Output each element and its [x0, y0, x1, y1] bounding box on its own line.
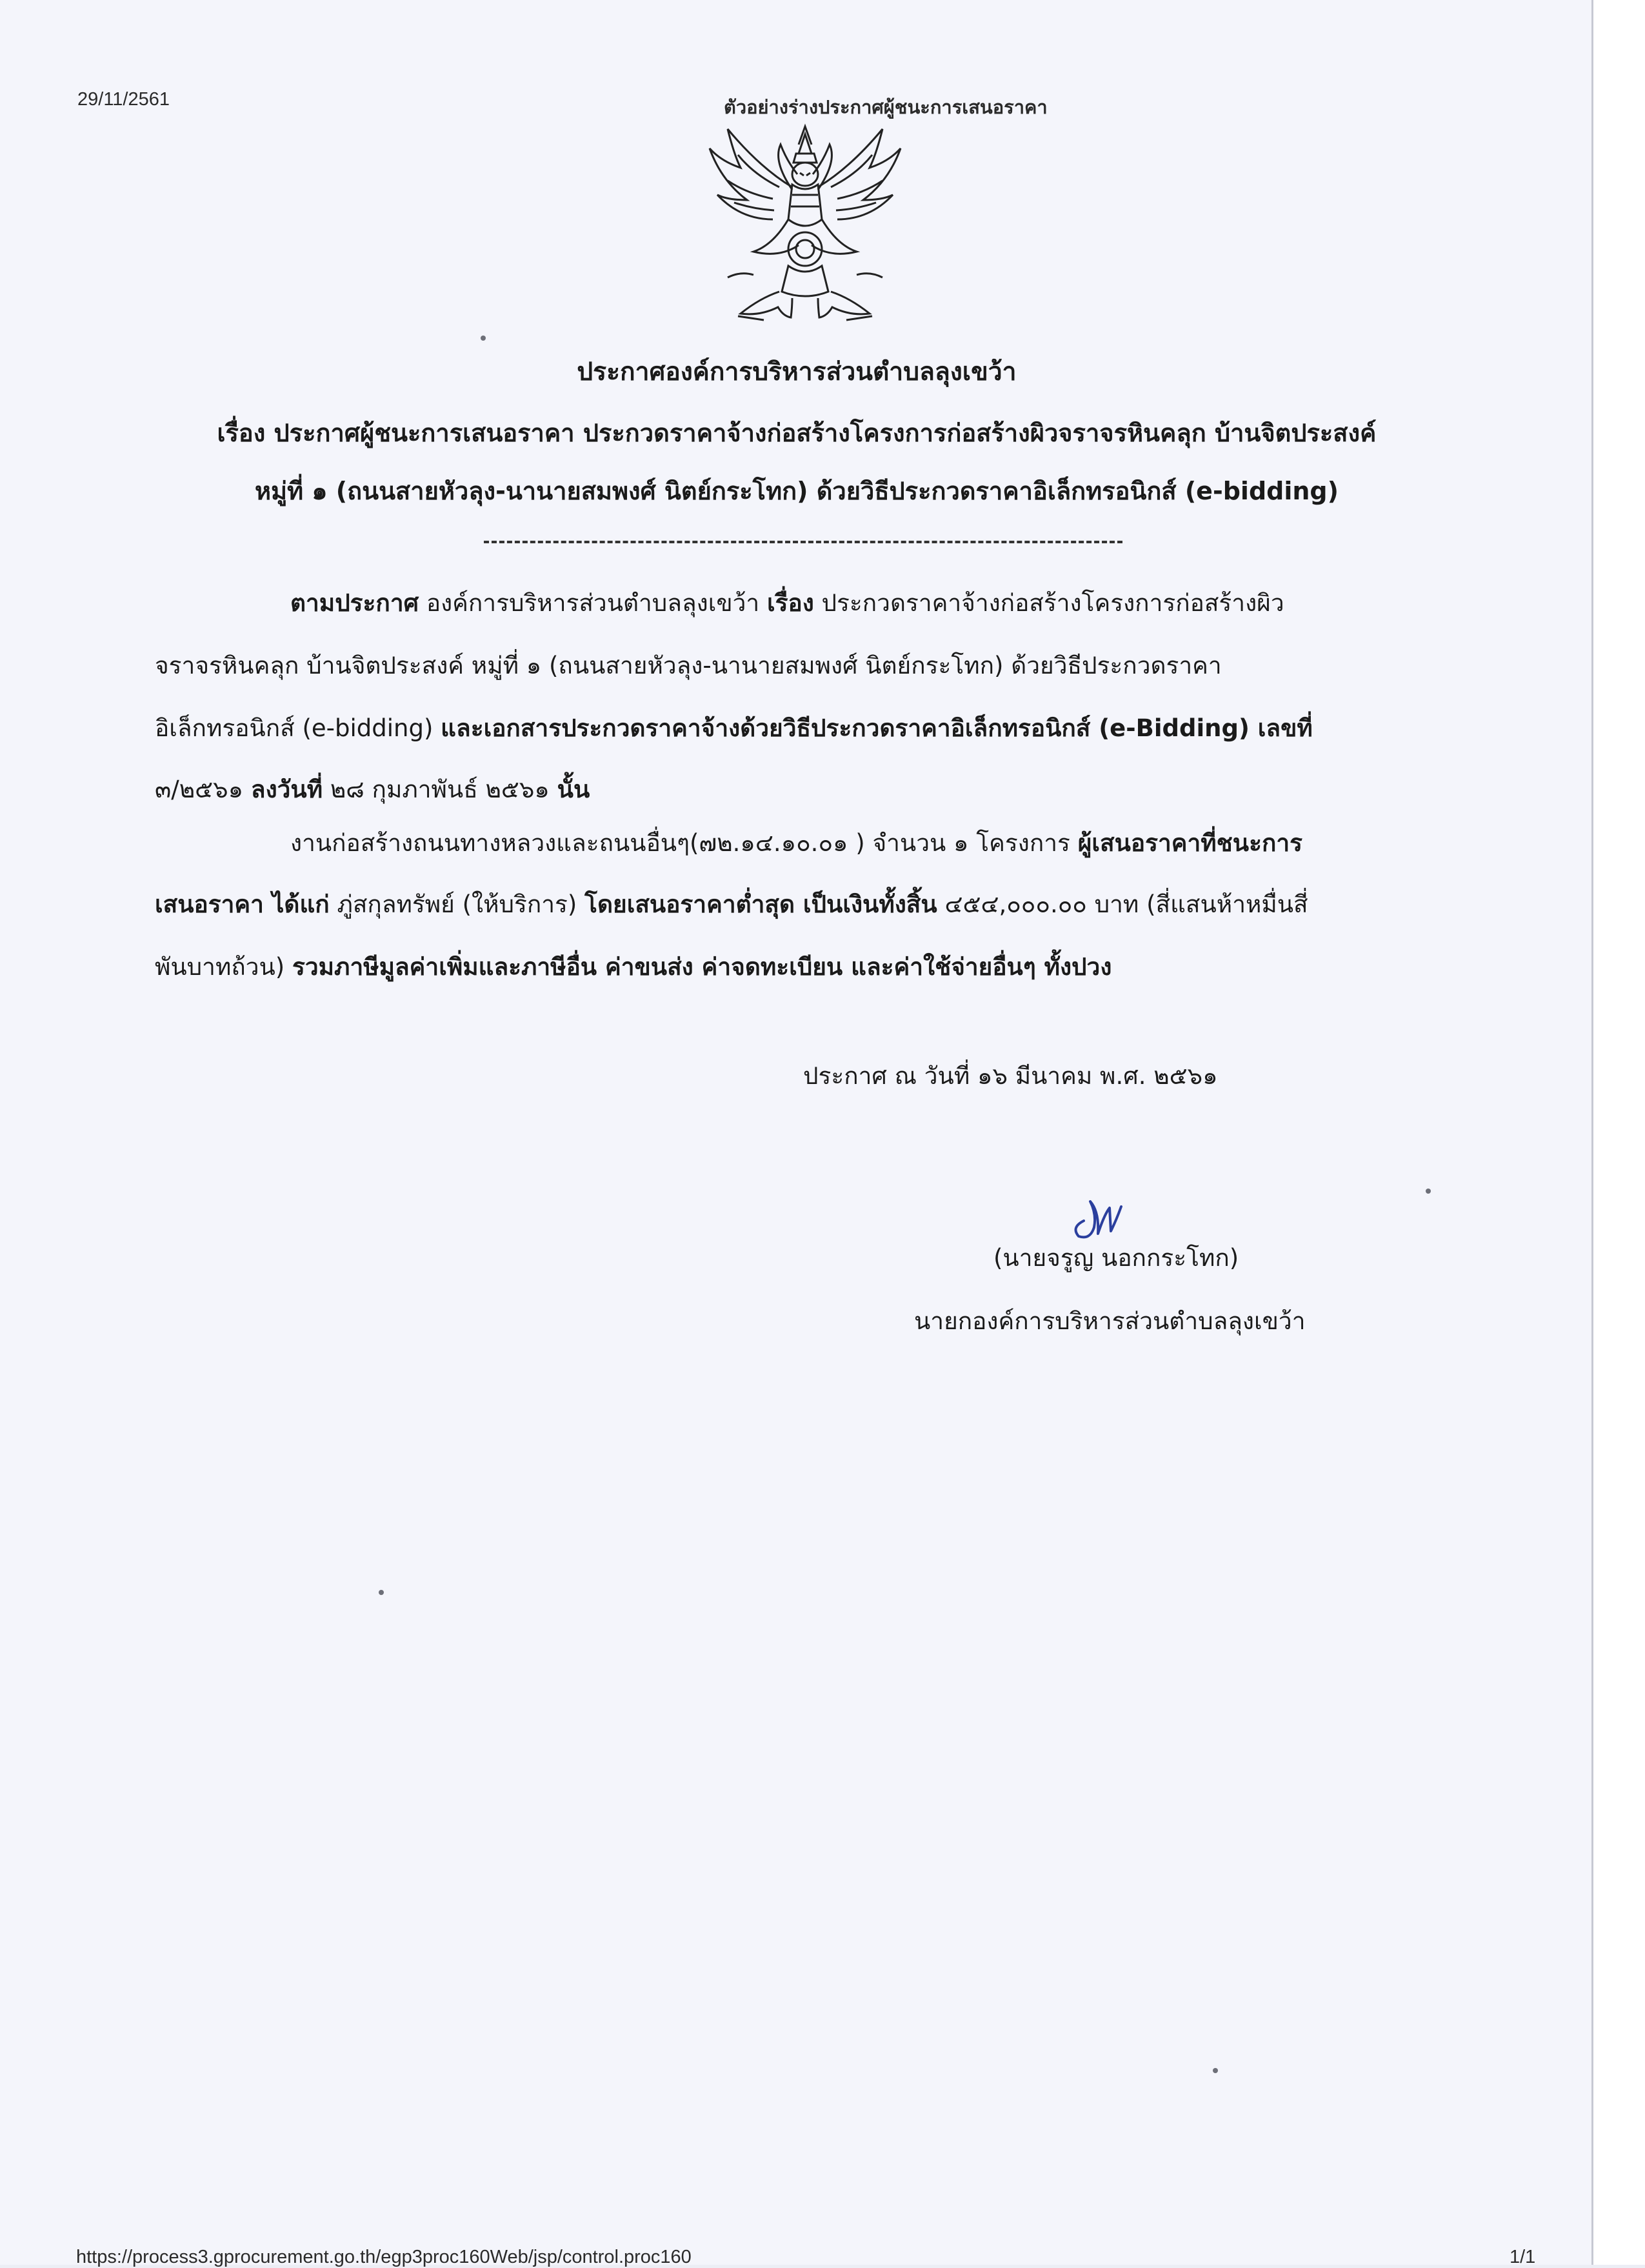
- scan-speck: [379, 1590, 384, 1595]
- print-footer-page-number: 1/1: [1510, 2247, 1536, 2267]
- body-paragraph-line: ๓/๒๕๖๑ ลงวันที่ ๒๘ กุมภาพันธ์ ๒๕๖๑ นั้น: [155, 776, 590, 803]
- body-paragraph-line: งานก่อสร้างถนนทางหลวงและถนนอื่นๆ(๗๒.๑๔.๑๐.๐๑ ) จำนวน ๑ โครงการ ผู้เสนอราคาที่ชนะการ: [290, 829, 1303, 857]
- body-paragraph-line: พันบาทถ้วน) รวมภาษีมูลค่าเพิ่มและภาษีอื่น ค่าขนส่ง ค่าจดทะเบียน และค่าใช้จ่ายอื่นๆ ทั้งปวง: [155, 953, 1112, 981]
- scan-speck: [1426, 1189, 1431, 1194]
- signer-position: นายกองค์การบริหารส่วนตำบลลุงเขว้า: [914, 1307, 1306, 1335]
- announcement-subject-line: หมู่ที่ ๑ (ถนนสายหัวลุง-นานายสมพงศ์ นิตย์กระโทก) ด้วยวิธีประกวดราคาอิเล็กทรอนิกส์ (e-bidding): [254, 477, 1339, 505]
- body-paragraph-line: อิเล็กทรอนิกส์ (e-bidding) และเอกสารประกวดราคาจ้างด้วยวิธีประกวดราคาอิเล็กทรอนิกส์ (e-Bidding) เลขที่: [155, 714, 1313, 742]
- garuda-emblem-icon: [702, 123, 908, 329]
- body-paragraph-line: จราจรหินคลุก บ้านจิตประสงค์ หมู่ที่ ๑ (ถนนสายหัวลุง-นานายสมพงศ์ นิตย์กระโทก) ด้วยวิธีประกวดราคา: [155, 652, 1222, 679]
- announcement-date: ประกาศ ณ วันที่ ๑๖ มีนาคม พ.ศ. ๒๕๖๑: [803, 1062, 1218, 1090]
- announcement-subject-line: เรื่อง ประกาศผู้ชนะการเสนอราคา ประกวดราคาจ้างก่อสร้างโครงการก่อสร้างผิวจราจรหินคลุก บ้านจิตประสงค์: [217, 419, 1377, 447]
- scan-speck: [1213, 2068, 1218, 2073]
- signature-mark: [1064, 1189, 1129, 1243]
- print-date: 29/11/2561: [77, 89, 170, 110]
- announcement-org-title: ประกาศองค์การบริหารส่วนตำบลลุงเขว้า: [577, 357, 1017, 386]
- signer-name: (นายจรูญ นอกกระโทก): [993, 1244, 1239, 1272]
- body-paragraph-line: เสนอราคา ได้แก่ ภู่สกุลทรัพย์ (ให้บริการ) โดยเสนอราคาต่ำสุด เป็นเงินทั้งสิ้น ๔๕๔,๐๐๐.๐๐ บาท (สี่แสนห้าหมื่นสี่: [155, 890, 1308, 918]
- dash-separator: [484, 541, 1122, 543]
- print-footer-url: https://process3.gprocurement.go.th/egp3proc160Web/jsp/control.proc160: [76, 2247, 692, 2267]
- scan-edge: [1591, 0, 1645, 2265]
- print-header-title: ตัวอย่างร่างประกาศผู้ชนะการเสนอราคา: [724, 96, 1048, 118]
- scan-speck: [481, 336, 486, 341]
- body-paragraph-line: ตามประกาศ องค์การบริหารส่วนตำบลลุงเขว้า เรื่อง ประกวดราคาจ้างก่อสร้างโครงการก่อสร้างผิว: [290, 589, 1284, 617]
